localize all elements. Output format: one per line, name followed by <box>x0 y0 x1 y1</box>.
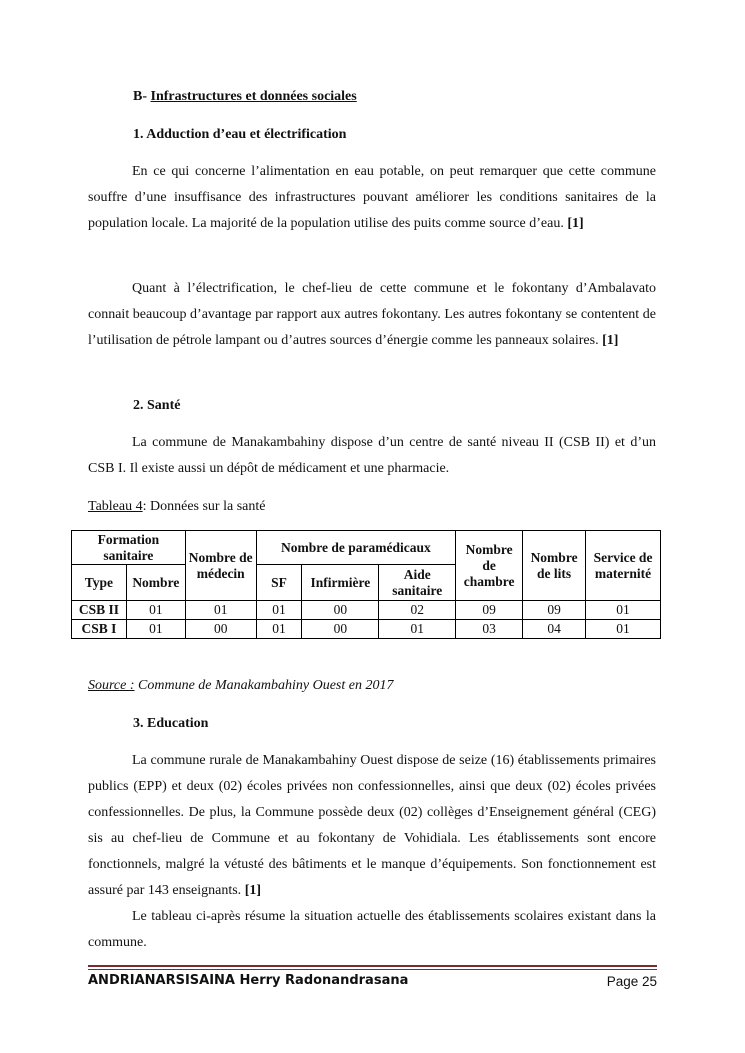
header-paramedicaux: Nombre de paramédicaux <box>256 531 456 565</box>
paragraph-tableau: Le tableau ci-après résume la situation actuelle des établissements scolaires existant dans la commune. <box>88 909 656 950</box>
paragraph-eau-text: En ce qui concerne l’alimentation en eau potable, on peut remarquer que cette commune souffre d’une insuffisance des infrastructures pouvant améliorer les conditions sanitaires de la population locale. La majorité de la population utilise des puits comme source d’eau. <box>88 164 656 231</box>
sante-table <box>71 530 661 639</box>
cell-chambre: 09 <box>456 601 523 620</box>
cell-type: CSB I <box>72 620 127 639</box>
cell-lits: 09 <box>523 601 586 620</box>
paragraph-electrification <box>88 276 656 354</box>
cell-chambre: 03 <box>456 620 523 639</box>
header-chambre: Nombre de chambre <box>456 531 523 601</box>
footer-rule <box>88 965 657 967</box>
citation-ref: [1] <box>567 216 584 231</box>
cell-maternite: 01 <box>586 620 661 639</box>
source-text: Commune de Manakambahiny Ouest en 2017 <box>134 678 394 693</box>
cell-nombre: 01 <box>126 620 185 639</box>
section-prefix: B- <box>133 89 151 104</box>
table-caption-text: : Données sur la santé <box>142 499 266 514</box>
footer-author: ANDRIANARSISAINA Herry Radonandrasana <box>88 973 409 988</box>
heading-sante: 2. Santé <box>133 398 181 413</box>
header-medecin: Nombre de médecin <box>185 531 256 601</box>
header-type: Type <box>72 565 127 601</box>
cell-aide: 02 <box>379 601 456 620</box>
citation-ref: [1] <box>602 333 619 348</box>
footer-rule-thin <box>88 969 657 970</box>
paragraph-eau <box>88 159 656 237</box>
cell-medecin: 00 <box>185 620 256 639</box>
cell-maternite: 01 <box>586 601 661 620</box>
source-note <box>88 678 393 694</box>
header-infirmiere: Infirmière <box>302 565 379 601</box>
table-row <box>72 620 661 639</box>
header-lits: Nombre de lits <box>523 531 586 601</box>
source-label: Source : <box>88 678 135 693</box>
cell-nombre: 01 <box>126 601 185 620</box>
cell-lits: 04 <box>523 620 586 639</box>
heading-adduction: 1. Adduction d’eau et électrification <box>133 127 347 142</box>
cell-infirmiere: 00 <box>302 620 379 639</box>
section-title-text: Infrastructures et données sociales <box>150 89 357 104</box>
cell-sf: 01 <box>256 620 302 639</box>
section-title <box>133 89 357 105</box>
paragraph-education-text: La commune rurale de Manakambahiny Ouest dispose de seize (16) établissements primaires publics (EPP) et deux (02) écoles privées non confessionnelles, ainsi que deux (02) écoles privées confessionnelles. De plus, la Commune possède deux (02) collèges d’Enseignement général (CEG) sis au chef-lieu de Commune et au fokontany de Vohidiala. Les établissements sont encore fonctionnels, malgré la vétusté des bâtiments et le manque d’équipements. Son fonctionnement est assuré par 143 enseignants. <box>88 753 656 898</box>
cell-medecin: 01 <box>185 601 256 620</box>
paragraph-sante: La commune de Manakambahiny dispose d’un centre de santé niveau II (CSB II) et d’un CSB I. Il existe aussi un dépôt de médicament et une pharmacie. <box>88 435 656 476</box>
cell-sf: 01 <box>256 601 302 620</box>
header-sf: SF <box>256 565 302 601</box>
header-aide: Aide sanitaire <box>379 565 456 601</box>
cell-infirmiere: 00 <box>302 601 379 620</box>
citation-ref: [1] <box>244 883 262 898</box>
paragraph-electrification-text: Quant à l’électrification, le chef-lieu de cette commune et le fokontany d’Ambalavato connait beaucoup d’avantage par rapport aux autres fokontany. Les autres fokontany se contentent de l’utilisation de pétrole lampant ou d’autres sources d’énergie comme les panneaux solaires. <box>88 281 656 348</box>
table-caption-label: Tableau 4 <box>88 499 143 514</box>
cell-type: CSB II <box>72 601 127 620</box>
page-number: Page 25 <box>606 974 657 989</box>
paragraph-education <box>88 748 656 904</box>
header-maternite: Service de maternité <box>586 531 661 601</box>
heading-education: 3. Education <box>133 716 209 731</box>
table-row <box>72 601 661 620</box>
header-formation: Formation sanitaire <box>72 531 186 565</box>
cell-aide: 01 <box>379 620 456 639</box>
table-caption <box>88 499 265 515</box>
header-nombre: Nombre <box>126 565 185 601</box>
